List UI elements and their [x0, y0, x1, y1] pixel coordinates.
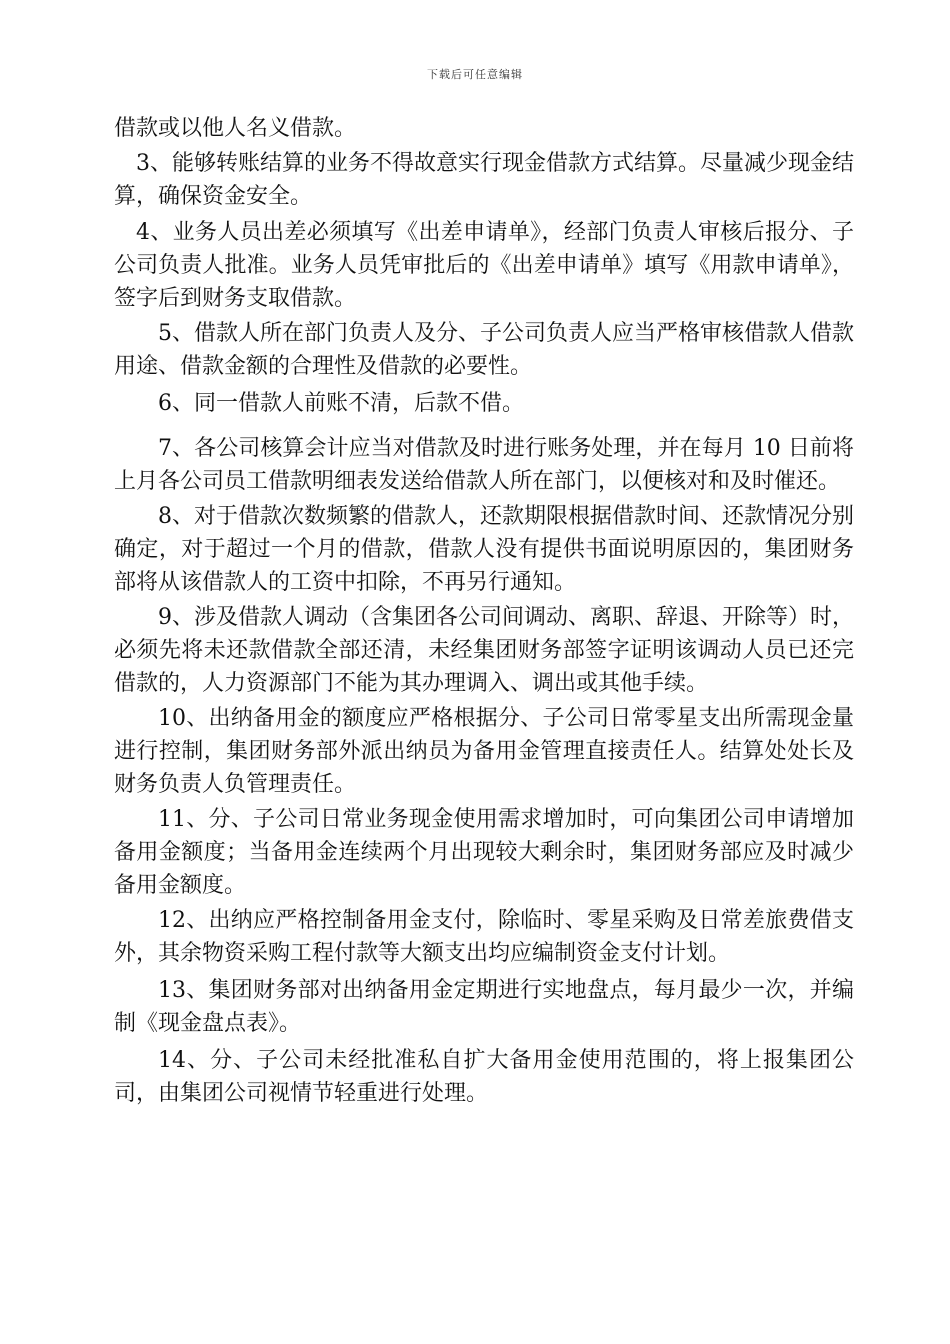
paragraph-item-11: 11、分、子公司日常业务现金使用需求增加时，可向集团公司申请增加备用金额度；当备用金连续两个月出现较大剩余时，集团财务部应及时减少备用金额度。 — [114, 807, 854, 898]
paragraph-item-4: 4、业务人员出差必须填写《出差申请单》，经部门负责人审核后报分、子公司负责人批准。业务人员凭审批后的《出差申请单》填写《用款申请单》，签字后到财务支取借款。 — [114, 220, 854, 311]
paragraph-item-8: 8、对于借款次数频繁的借款人，还款期限根据借款时间、还款情况分别确定，对于超过一个月的借款，借款人没有提供书面说明原因的，集团财务部将从该借款人的工资中扣除，不再另行通知。 — [114, 504, 854, 595]
paragraph-item-7: 7、各公司核算会计应当对借款及时进行账务处理，并在每月 10 日前将上月各公司员工借款明细表发送给借款人所在部门，以便核对和及时催还。 — [114, 436, 854, 494]
page-header: 下载后可任意编辑 — [427, 68, 523, 81]
paragraph-item-12: 12、出纳应严格控制备用金支付，除临时、零星采购及日常差旅费借支外，其余物资采购工程付款等大额支出均应编制资金支付计划。 — [114, 908, 854, 966]
paragraph-item-10: 10、出纳备用金的额度应严格根据分、子公司日常零星支出所需现金量进行控制，集团财务部外派出纳员为备用金管理直接责任人。结算处处长及财务负责人负管理责任。 — [114, 706, 854, 797]
paragraph-item-14: 14、分、子公司未经批准私自扩大备用金使用范围的，将上报集团公司，由集团公司视情节轻重进行处理。 — [114, 1048, 854, 1106]
paragraph-item-3: 3、能够转账结算的业务不得故意实行现金借款方式结算。尽量减少现金结算，确保资金安全。 — [114, 151, 854, 209]
paragraph-item-9: 9、涉及借款人调动（含集团各公司间调动、离职、辞退、开除等）时，必须先将未还款借款全部还清，未经集团财务部签字证明该调动人员已还完借款的，人力资源部门不能为其办理调入、调出或其他手续。 — [114, 605, 854, 696]
document-body — [114, 112, 854, 1110]
paragraph-item-6: 6、同一借款人前账不清，后款不借。 — [158, 391, 524, 416]
paragraph-item-13: 13、集团财务部对出纳备用金定期进行实地盘点，每月最少一次，并编制《现金盘点表》。 — [114, 978, 854, 1036]
paragraph-item-5: 5、借款人所在部门负责人及分、子公司负责人应当严格审核借款人借款用途、借款金额的合理性及借款的必要性。 — [114, 321, 854, 379]
paragraph-continuation: 借款或以他人名义借款。 — [114, 116, 357, 141]
